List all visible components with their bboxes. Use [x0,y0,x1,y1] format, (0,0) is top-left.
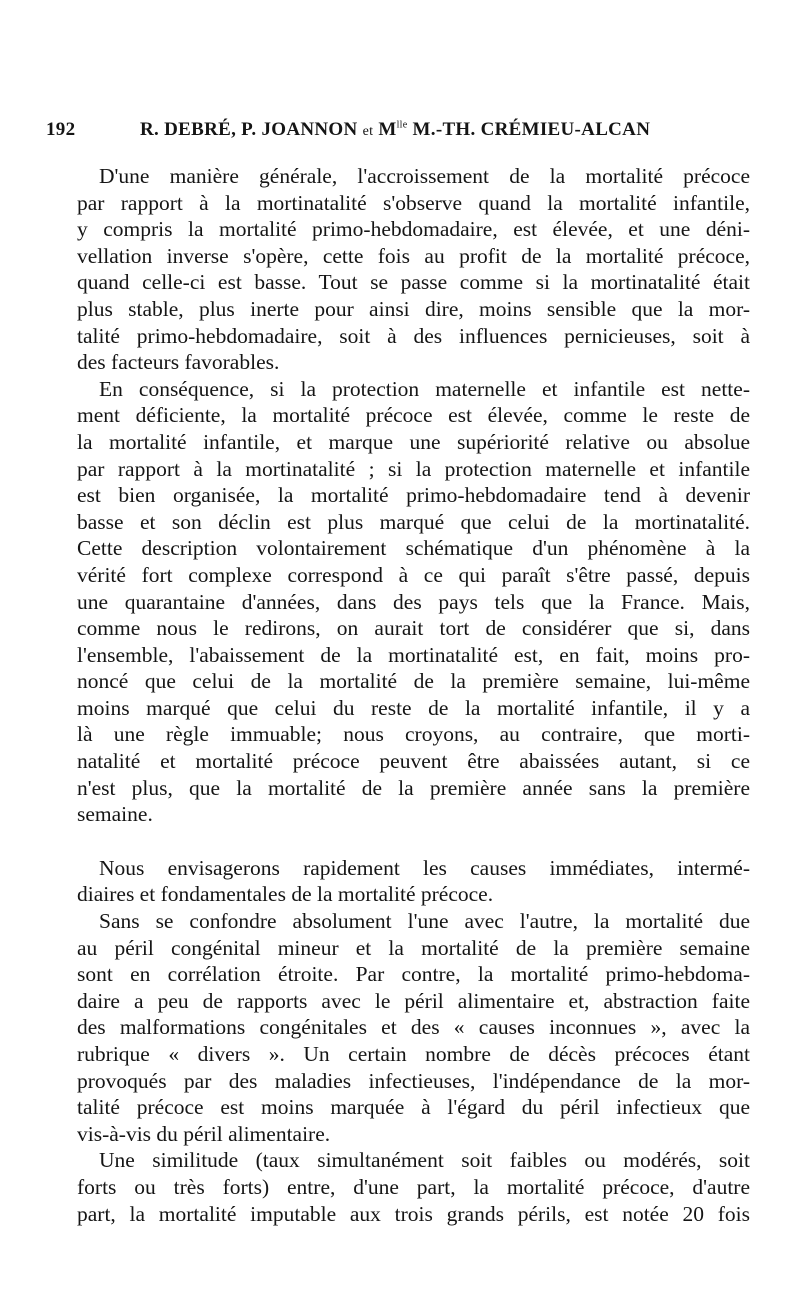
text-line: quand celle-ci est basse. Tout se passe comme si la mortinatalité était [77,270,750,295]
text-line: basse et son déclin est plus marqué que celui de la mortinatalité. [77,509,750,534]
text-line: par rapport à la mortinatalité s'observe quand la mortalité infantile, [77,190,750,215]
text-line: semaine. [77,802,153,827]
text-line: vérité fort complexe correspond à ce qui paraît s'être passé, depuis [77,562,750,587]
text-line: noncé que celui de la mortalité de la première semaine, lui-même [77,669,750,694]
text-line: plus stable, plus inerte pour ainsi dire, moins sensible que la mor- [77,296,750,321]
text-line: Nous envisagerons rapidement les causes immédiates, intermé- [99,855,750,880]
text-line: D'une manière générale, l'accroissement de la mortalité précoce [99,164,750,188]
text-line: diaires et fondamentales de la mortalité précoce. [77,882,494,907]
authors-title-sup: lle [396,119,408,131]
text-line: l'ensemble, l'abaissement de la mortinatalité est, en fait, moins pro- [77,642,750,667]
text-line: provoqués par des maladies infectieuses, l'indépendance de la mor- [77,1068,750,1093]
text-line: rubrique « divers ». Un certain nombre de décès précoces étant [77,1042,750,1066]
text-line: y compris la mortalité primo-hebdomadaire, est élevée, et une déni- [77,217,750,242]
authors-title: M [378,119,397,140]
authors-part2: M.-TH. CRÉMIEU-ALCAN [412,119,651,140]
paragraph [77,1147,750,1227]
text-line: Sans se confondre absolument l'une avec l'autre, la mortalité due [99,909,750,934]
text-line: est bien organisée, la mortalité primo-hebdomadaire tend à devenir [77,483,750,508]
text-line: ment déficiente, la mortalité précoce est élevée, comme le reste de [77,403,750,428]
text-line: comme nous le redirons, on aurait tort de considérer que si, dans [77,616,750,641]
text-line: n'est plus, que la mortalité de la première année sans la première [77,775,750,800]
text-line: talité primo-hebdomadaire, soit à des influences pernicieuses, soit à [77,323,750,348]
text-line: des facteurs favorables. [77,350,280,375]
text-line: au péril congénital mineur et la mortalité de la première semaine [77,935,750,960]
text-line: là une règle immuable; nous croyons, au contraire, que morti- [77,722,750,747]
running-head-authors [140,119,650,141]
body-text [77,163,750,1227]
text-line: talité précoce est moins marquée à l'égard du péril infectieux que [77,1095,750,1120]
text-line: sont en corrélation étroite. Par contre, la mortalité primo-hebdoma- [77,962,750,987]
text-line: En conséquence, si la protection maternelle et infantile est nette- [99,376,750,401]
page-number: 192 [46,119,76,140]
text-line: vellation inverse s'opère, cette fois au profit de la mortalité précoce, [77,243,750,268]
text-line: une quarantaine d'années, dans des pays tels que la France. Mais, [77,589,750,614]
paragraph [77,163,750,376]
text-line: part, la mortalité imputable aux trois grands périls, est notée 20 fois [77,1201,750,1226]
section-gap [77,828,750,855]
text-line: la mortalité infantile, et marque une supériorité relative ou absolue [77,429,750,454]
text-line: natalité et mortalité précoce peuvent être abaissées autant, si ce [77,749,750,774]
text-line: moins marqué que celui du reste de la mortalité infantile, il y a [77,695,750,720]
authors-et: et [362,124,374,139]
text-line: forts ou très forts) entre, d'une part, la mortalité précoce, d'autre [77,1174,750,1199]
text-line: des malformations congénitales et des « causes inconnues », avec la [77,1015,750,1040]
authors-part1: R. DEBRÉ, P. JOANNON [140,119,358,140]
text-line: Cette description volontairement schématique d'un phénomène à la [77,536,750,561]
paragraph [77,855,750,908]
paragraph [77,908,750,1147]
text-line: Une similitude (taux simultanément soit faibles ou modérés, soit [99,1148,750,1173]
text-line: daire a peu de rapports avec le péril alimentaire et, abstraction faite [77,988,750,1013]
paragraph [77,376,750,828]
text-line: par rapport à la mortinatalité ; si la protection maternelle et infantile [77,456,750,481]
running-head [46,119,786,143]
text-line: vis-à-vis du péril alimentaire. [77,1121,331,1146]
